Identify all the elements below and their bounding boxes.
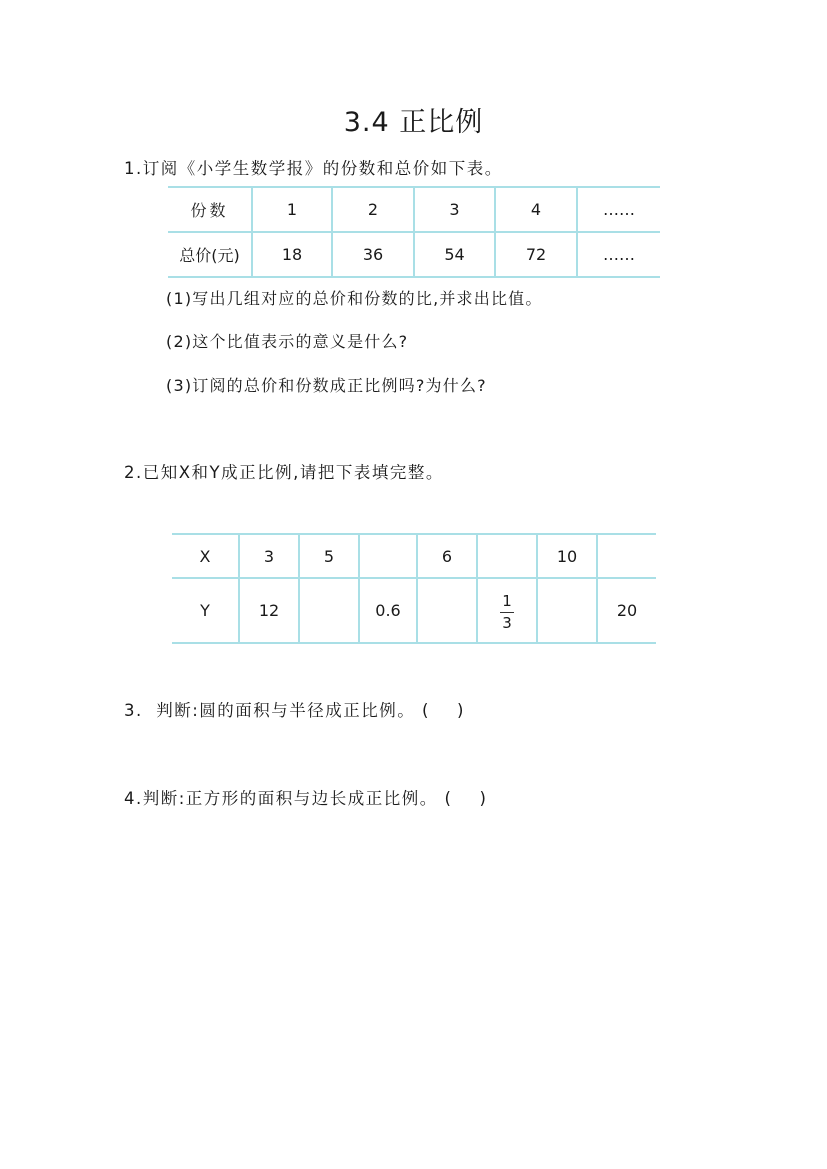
table-cell (477, 534, 537, 578)
table-row (172, 578, 656, 643)
table-cell: …… (577, 187, 660, 232)
table-cell: 0.6 (359, 578, 417, 643)
fraction-numerator: 1 (500, 594, 514, 613)
question-1-text: 1.订阅《小学生数学报》的份数和总价如下表。 (124, 159, 503, 178)
table-cell: 4 (495, 187, 577, 232)
row-label-x: X (172, 534, 239, 578)
table-cell: 72 (495, 232, 577, 277)
table-row (168, 232, 660, 277)
table-cell: 5 (299, 534, 359, 578)
table-cell: 2 (332, 187, 414, 232)
table-row (168, 187, 660, 232)
table-cell: 36 (332, 232, 414, 277)
row-label-quantity: 份数 (168, 187, 252, 232)
table-cell: 12 (239, 578, 299, 643)
table-cell (299, 578, 359, 643)
table-cell (537, 578, 597, 643)
fraction-denominator: 3 (502, 613, 512, 632)
fraction (500, 591, 514, 632)
table-cell (597, 534, 656, 578)
table-cell: …… (577, 232, 660, 277)
row-label-y: Y (172, 578, 239, 643)
question-4-text: 4.判断:正方形的面积与边长成正比例。 ( ) (124, 789, 488, 808)
table-cell: 6 (417, 534, 477, 578)
table-cell: 1 (252, 187, 332, 232)
row-label-total-price: 总价(元) (168, 232, 252, 277)
table-cell-fraction (477, 578, 537, 643)
table-cell: 10 (537, 534, 597, 578)
table-cell: 18 (252, 232, 332, 277)
table-cell (417, 578, 477, 643)
proportion-fill-table (172, 533, 656, 644)
table-cell: 20 (597, 578, 656, 643)
page-title: 3.4 正比例 (343, 107, 484, 138)
table-cell (359, 534, 417, 578)
table-cell: 3 (239, 534, 299, 578)
question-1-sub-2: (2)这个比值表示的意义是什么? (166, 332, 409, 351)
table-cell: 54 (414, 232, 495, 277)
question-3-text: 3. 判断:圆的面积与半径成正比例。 ( ) (124, 701, 465, 720)
table-row (172, 534, 656, 578)
price-quantity-table (168, 186, 660, 278)
table-cell: 3 (414, 187, 495, 232)
question-2-text: 2.已知X和Y成正比例,请把下表填完整。 (124, 463, 444, 482)
question-1-sub-1: (1)写出几组对应的总价和份数的比,并求出比值。 (166, 289, 543, 308)
question-1-sub-3: (3)订阅的总价和份数成正比例吗?为什么? (166, 376, 487, 395)
